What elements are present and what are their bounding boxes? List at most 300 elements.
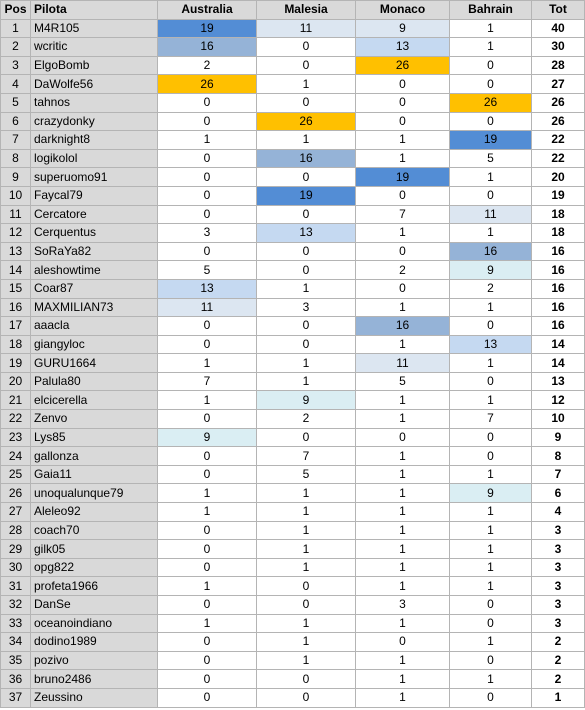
malesia-points-cell: 0 [257, 261, 356, 280]
table-row [1, 521, 585, 540]
pilot-name-cell: M4R105 [31, 19, 158, 38]
table-row [1, 131, 585, 150]
australia-points-cell: 1 [158, 484, 257, 503]
malesia-points-cell: 1 [257, 354, 356, 373]
table-row [1, 391, 585, 410]
table-row [1, 688, 585, 707]
bahrain-points-cell: 0 [450, 372, 532, 391]
pilot-name-cell: superuomo91 [31, 168, 158, 187]
malesia-points-cell: 0 [257, 317, 356, 336]
malesia-points-cell: 1 [257, 279, 356, 298]
australia-points-cell: 1 [158, 503, 257, 522]
table-row [1, 168, 585, 187]
total-points-cell: 3 [532, 577, 585, 596]
total-points-cell: 27 [532, 75, 585, 94]
pos-cell: 32 [1, 596, 31, 615]
total-points-cell: 16 [532, 261, 585, 280]
table-row [1, 540, 585, 559]
bahrain-points-cell: 0 [450, 428, 532, 447]
pos-cell: 13 [1, 242, 31, 261]
pos-cell: 9 [1, 168, 31, 187]
table-row [1, 56, 585, 75]
total-points-cell: 16 [532, 242, 585, 261]
malesia-points-cell: 1 [257, 540, 356, 559]
total-points-cell: 16 [532, 317, 585, 336]
pos-cell: 31 [1, 577, 31, 596]
malesia-points-cell: 11 [257, 19, 356, 38]
bahrain-points-cell: 1 [450, 540, 532, 559]
header-pilot: Pilota [31, 1, 158, 20]
pos-cell: 33 [1, 614, 31, 633]
monaco-points-cell: 3 [356, 596, 450, 615]
monaco-points-cell: 0 [356, 112, 450, 131]
pos-cell: 26 [1, 484, 31, 503]
monaco-points-cell: 19 [356, 168, 450, 187]
australia-points-cell: 0 [158, 558, 257, 577]
malesia-points-cell: 3 [257, 298, 356, 317]
header-australia: Australia [158, 1, 257, 20]
pilot-name-cell: wcritic [31, 38, 158, 57]
bahrain-points-cell: 1 [450, 670, 532, 689]
pilot-name-cell: Zenvo [31, 410, 158, 429]
pilot-name-cell: tahnos [31, 93, 158, 112]
australia-points-cell: 0 [158, 242, 257, 261]
malesia-points-cell: 0 [257, 335, 356, 354]
header-tot: Tot [532, 1, 585, 20]
malesia-points-cell: 1 [257, 633, 356, 652]
bahrain-points-cell: 26 [450, 93, 532, 112]
pilot-name-cell: Gaia11 [31, 465, 158, 484]
monaco-points-cell: 1 [356, 224, 450, 243]
pos-cell: 11 [1, 205, 31, 224]
australia-points-cell: 13 [158, 279, 257, 298]
total-points-cell: 28 [532, 56, 585, 75]
pos-cell: 22 [1, 410, 31, 429]
malesia-points-cell: 1 [257, 372, 356, 391]
australia-points-cell: 0 [158, 168, 257, 187]
australia-points-cell: 0 [158, 540, 257, 559]
bahrain-points-cell: 0 [450, 75, 532, 94]
monaco-points-cell: 16 [356, 317, 450, 336]
bahrain-points-cell: 1 [450, 577, 532, 596]
bahrain-points-cell: 0 [450, 688, 532, 707]
pilot-name-cell: dodino1989 [31, 633, 158, 652]
bahrain-points-cell: 0 [450, 112, 532, 131]
bahrain-points-cell: 1 [450, 224, 532, 243]
pilot-name-cell: SoRaYa82 [31, 242, 158, 261]
australia-points-cell: 3 [158, 224, 257, 243]
australia-points-cell: 0 [158, 410, 257, 429]
pos-cell: 1 [1, 19, 31, 38]
australia-points-cell: 1 [158, 391, 257, 410]
pos-cell: 2 [1, 38, 31, 57]
monaco-points-cell: 7 [356, 205, 450, 224]
pilot-name-cell: oceanoindiano [31, 614, 158, 633]
bahrain-points-cell: 1 [450, 168, 532, 187]
monaco-points-cell: 1 [356, 540, 450, 559]
bahrain-points-cell: 19 [450, 131, 532, 150]
table-row [1, 261, 585, 280]
monaco-points-cell: 1 [356, 614, 450, 633]
pilot-name-cell: ElgoBomb [31, 56, 158, 75]
header-pos: Pos [1, 1, 31, 20]
monaco-points-cell: 5 [356, 372, 450, 391]
malesia-points-cell: 16 [257, 149, 356, 168]
bahrain-points-cell: 1 [450, 38, 532, 57]
malesia-points-cell: 0 [257, 38, 356, 57]
bahrain-points-cell: 2 [450, 279, 532, 298]
table-body [1, 19, 585, 707]
table-row [1, 335, 585, 354]
pilot-name-cell: logikolol [31, 149, 158, 168]
bahrain-points-cell: 0 [450, 651, 532, 670]
bahrain-points-cell: 9 [450, 484, 532, 503]
table-row [1, 354, 585, 373]
total-points-cell: 2 [532, 633, 585, 652]
total-points-cell: 3 [532, 558, 585, 577]
malesia-points-cell: 0 [257, 242, 356, 261]
monaco-points-cell: 0 [356, 633, 450, 652]
header-monaco: Monaco [356, 1, 450, 20]
monaco-points-cell: 26 [356, 56, 450, 75]
table-row [1, 186, 585, 205]
pos-cell: 6 [1, 112, 31, 131]
australia-points-cell: 0 [158, 93, 257, 112]
total-points-cell: 20 [532, 168, 585, 187]
pilot-name-cell: Coar87 [31, 279, 158, 298]
pos-cell: 25 [1, 465, 31, 484]
australia-points-cell: 0 [158, 205, 257, 224]
table-row [1, 596, 585, 615]
pos-cell: 19 [1, 354, 31, 373]
malesia-points-cell: 7 [257, 447, 356, 466]
table-row [1, 410, 585, 429]
australia-points-cell: 26 [158, 75, 257, 94]
malesia-points-cell: 1 [257, 131, 356, 150]
pilot-name-cell: Aleleo92 [31, 503, 158, 522]
total-points-cell: 3 [532, 614, 585, 633]
malesia-points-cell: 0 [257, 688, 356, 707]
pilot-name-cell: pozivo [31, 651, 158, 670]
malesia-points-cell: 2 [257, 410, 356, 429]
monaco-points-cell: 1 [356, 688, 450, 707]
table-row [1, 447, 585, 466]
total-points-cell: 26 [532, 112, 585, 131]
bahrain-points-cell: 7 [450, 410, 532, 429]
australia-points-cell: 0 [158, 447, 257, 466]
pilot-name-cell: Faycal79 [31, 186, 158, 205]
pilot-name-cell: elcicerella [31, 391, 158, 410]
pos-cell: 29 [1, 540, 31, 559]
table-row [1, 242, 585, 261]
bahrain-points-cell: 13 [450, 335, 532, 354]
total-points-cell: 1 [532, 688, 585, 707]
total-points-cell: 8 [532, 447, 585, 466]
table-row [1, 465, 585, 484]
bahrain-points-cell: 0 [450, 447, 532, 466]
monaco-points-cell: 1 [356, 521, 450, 540]
monaco-points-cell: 1 [356, 651, 450, 670]
australia-points-cell: 1 [158, 614, 257, 633]
monaco-points-cell: 9 [356, 19, 450, 38]
table-row [1, 112, 585, 131]
monaco-points-cell: 0 [356, 279, 450, 298]
total-points-cell: 6 [532, 484, 585, 503]
table-row [1, 38, 585, 57]
table-row [1, 224, 585, 243]
pilot-name-cell: MAXMILIAN73 [31, 298, 158, 317]
pilot-name-cell: Cerquentus [31, 224, 158, 243]
monaco-points-cell: 11 [356, 354, 450, 373]
pilot-name-cell: profeta1966 [31, 577, 158, 596]
total-points-cell: 3 [532, 540, 585, 559]
monaco-points-cell: 0 [356, 75, 450, 94]
australia-points-cell: 0 [158, 149, 257, 168]
malesia-points-cell: 1 [257, 558, 356, 577]
pos-cell: 37 [1, 688, 31, 707]
pos-cell: 5 [1, 93, 31, 112]
table-row [1, 633, 585, 652]
table-row [1, 149, 585, 168]
malesia-points-cell: 9 [257, 391, 356, 410]
malesia-points-cell: 1 [257, 651, 356, 670]
total-points-cell: 26 [532, 93, 585, 112]
monaco-points-cell: 1 [356, 131, 450, 150]
monaco-points-cell: 1 [356, 484, 450, 503]
pos-cell: 34 [1, 633, 31, 652]
malesia-points-cell: 1 [257, 484, 356, 503]
pos-cell: 28 [1, 521, 31, 540]
pos-cell: 21 [1, 391, 31, 410]
pos-cell: 27 [1, 503, 31, 522]
table-row [1, 614, 585, 633]
pos-cell: 35 [1, 651, 31, 670]
total-points-cell: 14 [532, 335, 585, 354]
header-bahrain: Bahrain [450, 1, 532, 20]
monaco-points-cell: 1 [356, 391, 450, 410]
bahrain-points-cell: 0 [450, 317, 532, 336]
australia-points-cell: 0 [158, 688, 257, 707]
pilot-name-cell: gilk05 [31, 540, 158, 559]
australia-points-cell: 0 [158, 521, 257, 540]
malesia-points-cell: 0 [257, 93, 356, 112]
australia-points-cell: 5 [158, 261, 257, 280]
australia-points-cell: 7 [158, 372, 257, 391]
australia-points-cell: 1 [158, 131, 257, 150]
monaco-points-cell: 1 [356, 465, 450, 484]
malesia-points-cell: 0 [257, 577, 356, 596]
australia-points-cell: 1 [158, 354, 257, 373]
pilot-name-cell: Cercatore [31, 205, 158, 224]
pilot-name-cell: Lys85 [31, 428, 158, 447]
pos-cell: 7 [1, 131, 31, 150]
pilot-name-cell: darknight8 [31, 131, 158, 150]
bahrain-points-cell: 0 [450, 596, 532, 615]
pos-cell: 36 [1, 670, 31, 689]
bahrain-points-cell: 1 [450, 521, 532, 540]
monaco-points-cell: 0 [356, 93, 450, 112]
bahrain-points-cell: 1 [450, 391, 532, 410]
pos-cell: 4 [1, 75, 31, 94]
total-points-cell: 3 [532, 596, 585, 615]
malesia-points-cell: 0 [257, 168, 356, 187]
table-row [1, 75, 585, 94]
header-malesia: Malesia [257, 1, 356, 20]
bahrain-points-cell: 1 [450, 19, 532, 38]
bahrain-points-cell: 0 [450, 56, 532, 75]
total-points-cell: 18 [532, 224, 585, 243]
australia-points-cell: 19 [158, 19, 257, 38]
pilot-name-cell: unoqualunque79 [31, 484, 158, 503]
bahrain-points-cell: 1 [450, 465, 532, 484]
malesia-points-cell: 0 [257, 596, 356, 615]
total-points-cell: 9 [532, 428, 585, 447]
monaco-points-cell: 0 [356, 242, 450, 261]
table-row [1, 372, 585, 391]
pilot-name-cell: crazydonky [31, 112, 158, 131]
monaco-points-cell: 13 [356, 38, 450, 57]
table-row [1, 503, 585, 522]
table-row [1, 577, 585, 596]
table-row [1, 279, 585, 298]
pos-cell: 10 [1, 186, 31, 205]
australia-points-cell: 0 [158, 317, 257, 336]
australia-points-cell: 9 [158, 428, 257, 447]
australia-points-cell: 16 [158, 38, 257, 57]
monaco-points-cell: 1 [356, 577, 450, 596]
monaco-points-cell: 0 [356, 428, 450, 447]
table-row [1, 670, 585, 689]
pos-cell: 14 [1, 261, 31, 280]
total-points-cell: 2 [532, 651, 585, 670]
total-points-cell: 22 [532, 149, 585, 168]
australia-points-cell: 0 [158, 651, 257, 670]
monaco-points-cell: 1 [356, 447, 450, 466]
monaco-points-cell: 1 [356, 149, 450, 168]
table-row [1, 484, 585, 503]
pilot-name-cell: bruno2486 [31, 670, 158, 689]
bahrain-points-cell: 1 [450, 558, 532, 577]
pos-cell: 12 [1, 224, 31, 243]
bahrain-points-cell: 0 [450, 186, 532, 205]
bahrain-points-cell: 1 [450, 354, 532, 373]
malesia-points-cell: 19 [257, 186, 356, 205]
total-points-cell: 12 [532, 391, 585, 410]
table-row [1, 558, 585, 577]
pos-cell: 15 [1, 279, 31, 298]
table-row [1, 205, 585, 224]
malesia-points-cell: 5 [257, 465, 356, 484]
pilot-name-cell: gallonza [31, 447, 158, 466]
australia-points-cell: 0 [158, 633, 257, 652]
malesia-points-cell: 0 [257, 56, 356, 75]
table-row [1, 651, 585, 670]
malesia-points-cell: 1 [257, 521, 356, 540]
pos-cell: 8 [1, 149, 31, 168]
bahrain-points-cell: 1 [450, 503, 532, 522]
pos-cell: 23 [1, 428, 31, 447]
bahrain-points-cell: 11 [450, 205, 532, 224]
table-row [1, 93, 585, 112]
pilot-name-cell: DaWolfe56 [31, 75, 158, 94]
pos-cell: 17 [1, 317, 31, 336]
pilot-name-cell: giangyloc [31, 335, 158, 354]
table-row [1, 19, 585, 38]
pilot-name-cell: DanSe [31, 596, 158, 615]
bahrain-points-cell: 0 [450, 614, 532, 633]
total-points-cell: 22 [532, 131, 585, 150]
total-points-cell: 18 [532, 205, 585, 224]
monaco-points-cell: 1 [356, 503, 450, 522]
australia-points-cell: 2 [158, 56, 257, 75]
malesia-points-cell: 1 [257, 614, 356, 633]
monaco-points-cell: 2 [356, 261, 450, 280]
total-points-cell: 13 [532, 372, 585, 391]
monaco-points-cell: 0 [356, 186, 450, 205]
table-row [1, 428, 585, 447]
malesia-points-cell: 0 [257, 428, 356, 447]
malesia-points-cell: 1 [257, 503, 356, 522]
australia-points-cell: 0 [158, 186, 257, 205]
bahrain-points-cell: 1 [450, 298, 532, 317]
australia-points-cell: 11 [158, 298, 257, 317]
malesia-points-cell: 1 [257, 75, 356, 94]
malesia-points-cell: 0 [257, 205, 356, 224]
pos-cell: 30 [1, 558, 31, 577]
total-points-cell: 7 [532, 465, 585, 484]
total-points-cell: 10 [532, 410, 585, 429]
total-points-cell: 16 [532, 279, 585, 298]
pilot-name-cell: Zeussino [31, 688, 158, 707]
total-points-cell: 16 [532, 298, 585, 317]
pos-cell: 24 [1, 447, 31, 466]
pilot-name-cell: aleshowtime [31, 261, 158, 280]
monaco-points-cell: 1 [356, 298, 450, 317]
pilot-name-cell: Palula80 [31, 372, 158, 391]
table-row [1, 317, 585, 336]
total-points-cell: 2 [532, 670, 585, 689]
australia-points-cell: 0 [158, 596, 257, 615]
australia-points-cell: 0 [158, 670, 257, 689]
australia-points-cell: 1 [158, 577, 257, 596]
total-points-cell: 30 [532, 38, 585, 57]
header-row [1, 1, 585, 20]
australia-points-cell: 0 [158, 465, 257, 484]
total-points-cell: 19 [532, 186, 585, 205]
total-points-cell: 3 [532, 521, 585, 540]
bahrain-points-cell: 16 [450, 242, 532, 261]
total-points-cell: 14 [532, 354, 585, 373]
malesia-points-cell: 26 [257, 112, 356, 131]
total-points-cell: 4 [532, 503, 585, 522]
monaco-points-cell: 1 [356, 335, 450, 354]
table-row [1, 298, 585, 317]
pos-cell: 16 [1, 298, 31, 317]
pilot-name-cell: aaacla [31, 317, 158, 336]
pilot-name-cell: coach70 [31, 521, 158, 540]
bahrain-points-cell: 9 [450, 261, 532, 280]
malesia-points-cell: 13 [257, 224, 356, 243]
malesia-points-cell: 0 [257, 670, 356, 689]
pos-cell: 20 [1, 372, 31, 391]
australia-points-cell: 0 [158, 335, 257, 354]
australia-points-cell: 0 [158, 112, 257, 131]
bahrain-points-cell: 1 [450, 633, 532, 652]
pos-cell: 18 [1, 335, 31, 354]
pilot-name-cell: opg822 [31, 558, 158, 577]
monaco-points-cell: 1 [356, 410, 450, 429]
pilot-name-cell: GURU1664 [31, 354, 158, 373]
